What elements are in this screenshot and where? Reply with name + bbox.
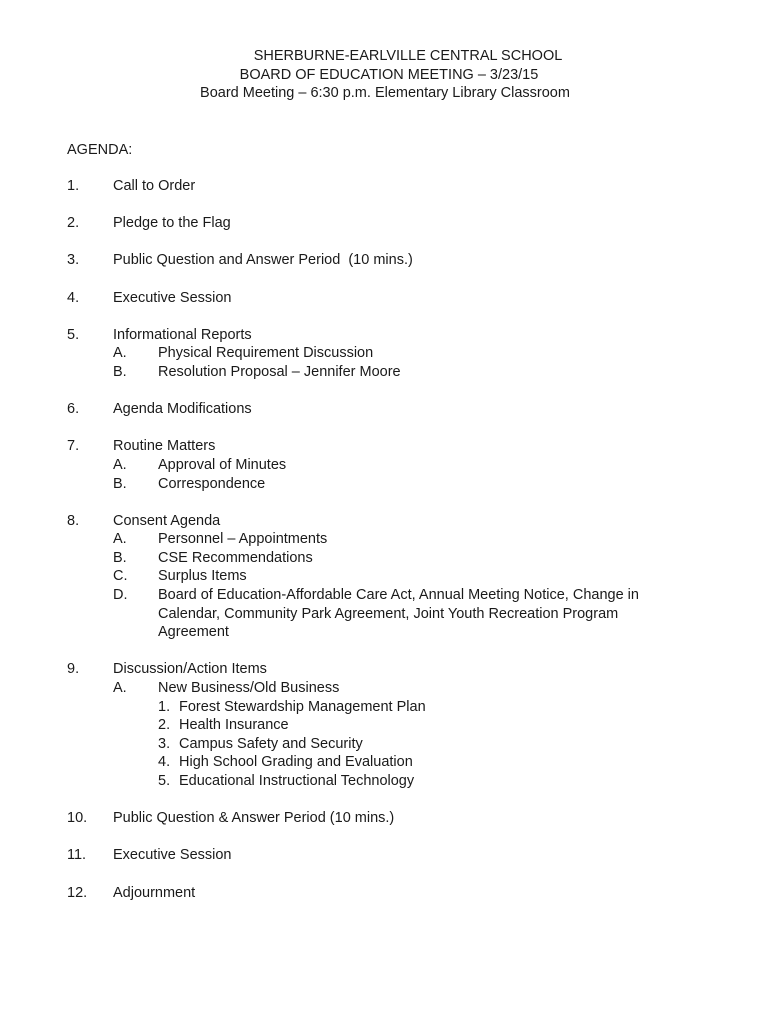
agenda-item	[67, 512, 707, 642]
sub-sub-item-number: 4.	[158, 754, 171, 771]
item-label: Adjournment	[113, 884, 196, 901]
sub-sub-item-number: 5.	[158, 773, 171, 789]
sub-sub-item-text: Educational Instructional Technology	[179, 773, 415, 789]
sub-item	[67, 586, 707, 642]
meeting-title: BOARD OF EDUCATION MEETING – 3/23/15	[239, 66, 539, 83]
agenda-item	[67, 177, 707, 196]
sub-item-text: Personnel – Appointments	[158, 531, 328, 548]
sub-item	[67, 456, 707, 475]
sub-item-text: New Business/Old Business	[158, 680, 340, 697]
item-label: Public Question & Answer Period (10 mins.)	[113, 810, 395, 827]
sub-item	[67, 549, 707, 568]
meeting-details: Board Meeting – 6:30 p.m. Elementary Library Classroom	[200, 85, 570, 102]
sub-item	[67, 567, 707, 586]
agenda-item	[67, 326, 707, 382]
agenda-heading: AGENDA:	[67, 142, 133, 158]
sub-sub-item	[67, 698, 707, 717]
sub-sub-item-number: 3.	[158, 735, 171, 752]
agenda-item	[67, 809, 707, 828]
agenda-item	[67, 251, 707, 270]
sub-item-text: Board of Education-Affordable Care Act, Annual Meeting Notice, Change in Calendar, Community Park Agreement, Joint Youth Recreation Program Agreement	[158, 587, 639, 641]
sub-sub-item	[67, 735, 707, 754]
item-label: Agenda Modifications	[113, 401, 252, 418]
sub-item	[67, 344, 707, 363]
sub-item-letter: A.	[113, 456, 127, 473]
agenda-item	[67, 289, 707, 308]
sub-sub-item-text: Forest Stewardship Management Plan	[179, 698, 426, 715]
item-number: 11.	[67, 847, 87, 864]
sub-item-letter: B.	[113, 549, 127, 566]
item-number: 5.	[67, 326, 80, 343]
item-number: 4.	[67, 289, 80, 306]
sub-item-text: Physical Requirement Discussion	[158, 345, 374, 362]
sub-item	[67, 475, 707, 494]
sub-item	[67, 363, 707, 382]
sub-item-text: Resolution Proposal – Jennifer Moore	[158, 363, 401, 380]
sub-sub-item-text: Health Insurance	[179, 717, 289, 734]
item-label: Informational Reports	[113, 326, 252, 343]
agenda-item	[67, 660, 707, 790]
item-label: Pledge to the Flag	[113, 215, 231, 232]
sub-item-letter: B.	[113, 475, 127, 492]
agenda-item	[67, 437, 707, 493]
agenda-list	[67, 177, 707, 921]
item-label: Discussion/Action Items	[113, 661, 267, 678]
item-number: 2.	[67, 215, 80, 232]
item-number: 8.	[67, 512, 80, 529]
sub-item-letter: B.	[113, 363, 127, 380]
item-number: 10.	[67, 810, 88, 827]
sub-item-letter: A.	[113, 531, 127, 548]
sub-item-text: Approval of Minutes	[158, 456, 287, 473]
document-header	[0, 47, 770, 103]
agenda-item	[67, 214, 707, 233]
item-label: Executive Session	[113, 847, 232, 864]
item-label: Consent Agenda	[113, 512, 221, 529]
sub-item-letter: A.	[113, 680, 127, 697]
item-number: 9.	[67, 661, 80, 678]
school-name: SHERBURNE-EARLVILLE CENTRAL SCHOOL	[253, 48, 563, 64]
sub-item-text: CSE Recommendations	[158, 549, 313, 566]
sub-item-letter: A.	[113, 345, 127, 362]
sub-sub-item-text: Campus Safety and Security	[179, 735, 363, 752]
sub-item-letter: C.	[113, 568, 128, 585]
item-number: 6.	[67, 401, 80, 418]
item-label: Public Question and Answer Period (10 mins.)	[113, 252, 413, 269]
sub-sub-item-text: High School Grading and Evaluation	[179, 754, 413, 771]
sub-item-letter: D.	[113, 587, 128, 604]
item-number: 3.	[67, 252, 80, 269]
sub-item-text: Correspondence	[158, 475, 266, 492]
sub-sub-item	[67, 772, 707, 791]
sub-sub-item-number: 2.	[158, 717, 171, 734]
item-label: Executive Session	[113, 289, 232, 306]
sub-sub-item	[67, 753, 707, 772]
sub-sub-item-number: 1.	[158, 698, 171, 715]
agenda-item	[67, 846, 707, 865]
item-number: 1.	[67, 178, 80, 194]
sub-sub-item	[67, 716, 707, 735]
sub-item	[67, 679, 707, 698]
sub-item	[67, 530, 707, 549]
item-number: 12.	[67, 884, 88, 901]
item-number: 7.	[67, 438, 80, 455]
item-label: Call to Order	[113, 178, 196, 194]
sub-item-text: Surplus Items	[158, 568, 247, 585]
agenda-item	[67, 400, 707, 419]
agenda-item	[67, 884, 707, 903]
item-label: Routine Matters	[113, 438, 216, 455]
